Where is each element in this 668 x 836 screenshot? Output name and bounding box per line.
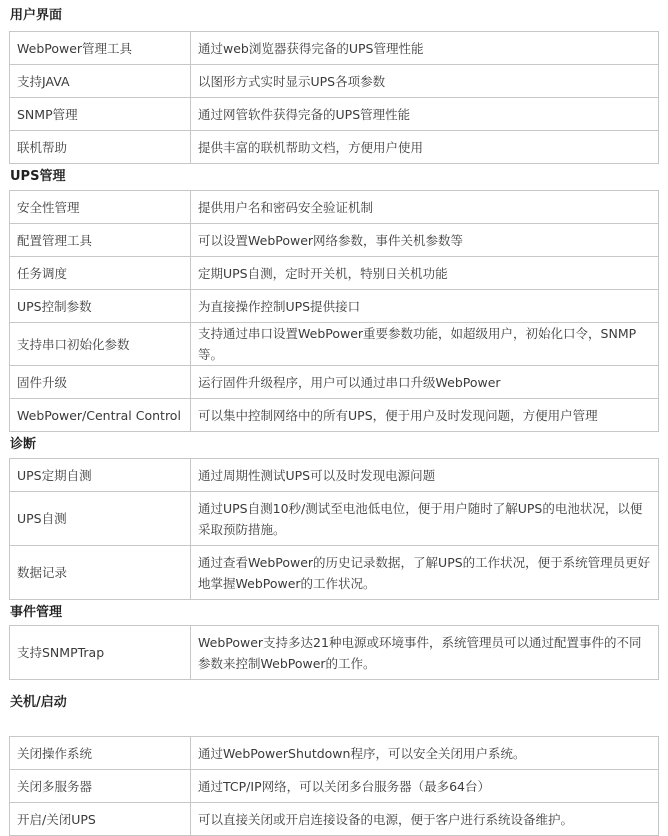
feature-name: WebPower/Central Control [10,399,191,432]
feature-name: 联机帮助 [10,131,191,164]
table-shutdown-startup [9,736,659,836]
feature-name: UPS定期自测 [10,459,191,492]
feature-desc: WebPower支持多达21种电源或环境事件，系统管理员可以通过配置事件的不同参数来控制WebPower的工作。 [191,626,659,680]
feature-name: 支持JAVA [10,65,191,98]
feature-name: 支持串口初始化参数 [10,323,191,366]
feature-desc: 支持通过串口设置WebPower重要参数功能，如超级用户，初始化口令，SNMP等。 [191,323,659,366]
section-title-ups-management: UPS管理 [10,169,66,184]
feature-desc: 通过TCP/IP网络，可以关闭多台服务器（最多64台） [191,770,659,803]
table-user-interface [9,31,659,164]
feature-name: 任务调度 [10,257,191,290]
feature-desc: 可以集中控制网络中的所有UPS，便于用户及时发现问题，方便用户管理 [191,399,659,432]
table-row [10,399,659,432]
feature-name: 配置管理工具 [10,224,191,257]
feature-name: WebPower管理工具 [10,32,191,65]
feature-desc: 通过网管软件获得完备的UPS管理性能 [191,98,659,131]
feature-desc: 通过web浏览器获得完备的UPS管理性能 [191,32,659,65]
feature-desc: 提供丰富的联机帮助文档，方便用户使用 [191,131,659,164]
table-row [10,32,659,65]
feature-name: 开启/关闭UPS [10,803,191,836]
section-title-user-interface: 用户界面 [10,8,63,23]
feature-desc: 以图形方式实时显示UPS各项参数 [191,65,659,98]
table-row [10,492,659,546]
table-row [10,257,659,290]
feature-desc: 运行固件升级程序，用户可以通过串口升级WebPower [191,366,659,399]
table-row [10,366,659,399]
feature-name: UPS控制参数 [10,290,191,323]
table-row [10,770,659,803]
table-row [10,65,659,98]
feature-name: 关闭操作系统 [10,737,191,770]
section-title-diagnostics: 诊断 [10,437,37,452]
feature-name: SNMP管理 [10,98,191,131]
table-row [10,131,659,164]
table-row [10,737,659,770]
table-row [10,224,659,257]
feature-desc: 通过WebPowerShutdown程序，可以安全关闭用户系统。 [191,737,659,770]
feature-name: 数据记录 [10,546,191,600]
table-row [10,191,659,224]
table-row [10,803,659,836]
feature-desc: 定期UPS自测，定时开关机，特别日关机功能 [191,257,659,290]
feature-name: UPS自测 [10,492,191,546]
table-row [10,626,659,680]
feature-name: 关闭多服务器 [10,770,191,803]
section-title-shutdown-startup: 关机/启动 [10,695,67,710]
table-row [10,323,659,366]
feature-desc: 可以设置WebPower网络参数，事件关机参数等 [191,224,659,257]
table-row [10,98,659,131]
feature-desc: 通过UPS自测10秒/测试至电池低电位，便于用户随时了解UPS的电池状况，以便采取预防措施。 [191,492,659,546]
feature-name: 安全性管理 [10,191,191,224]
feature-name: 支持SNMPTrap [10,626,191,680]
table-row [10,290,659,323]
table-diagnostics [9,458,659,600]
table-row [10,546,659,600]
feature-desc: 提供用户名和密码安全验证机制 [191,191,659,224]
feature-desc: 可以直接关闭或开启连接设备的电源，便于客户进行系统设备维护。 [191,803,659,836]
table-event-management [9,625,659,680]
feature-desc: 通过周期性测试UPS可以及时发现电源问题 [191,459,659,492]
table-row [10,459,659,492]
section-title-event-management: 事件管理 [10,605,63,620]
feature-desc: 为直接操作控制UPS提供接口 [191,290,659,323]
feature-desc: 通过查看WebPower的历史记录数据，了解UPS的工作状况，便于系统管理员更好地掌握WebPower的工作状况。 [191,546,659,600]
feature-name: 固件升级 [10,366,191,399]
table-ups-management [9,190,659,432]
